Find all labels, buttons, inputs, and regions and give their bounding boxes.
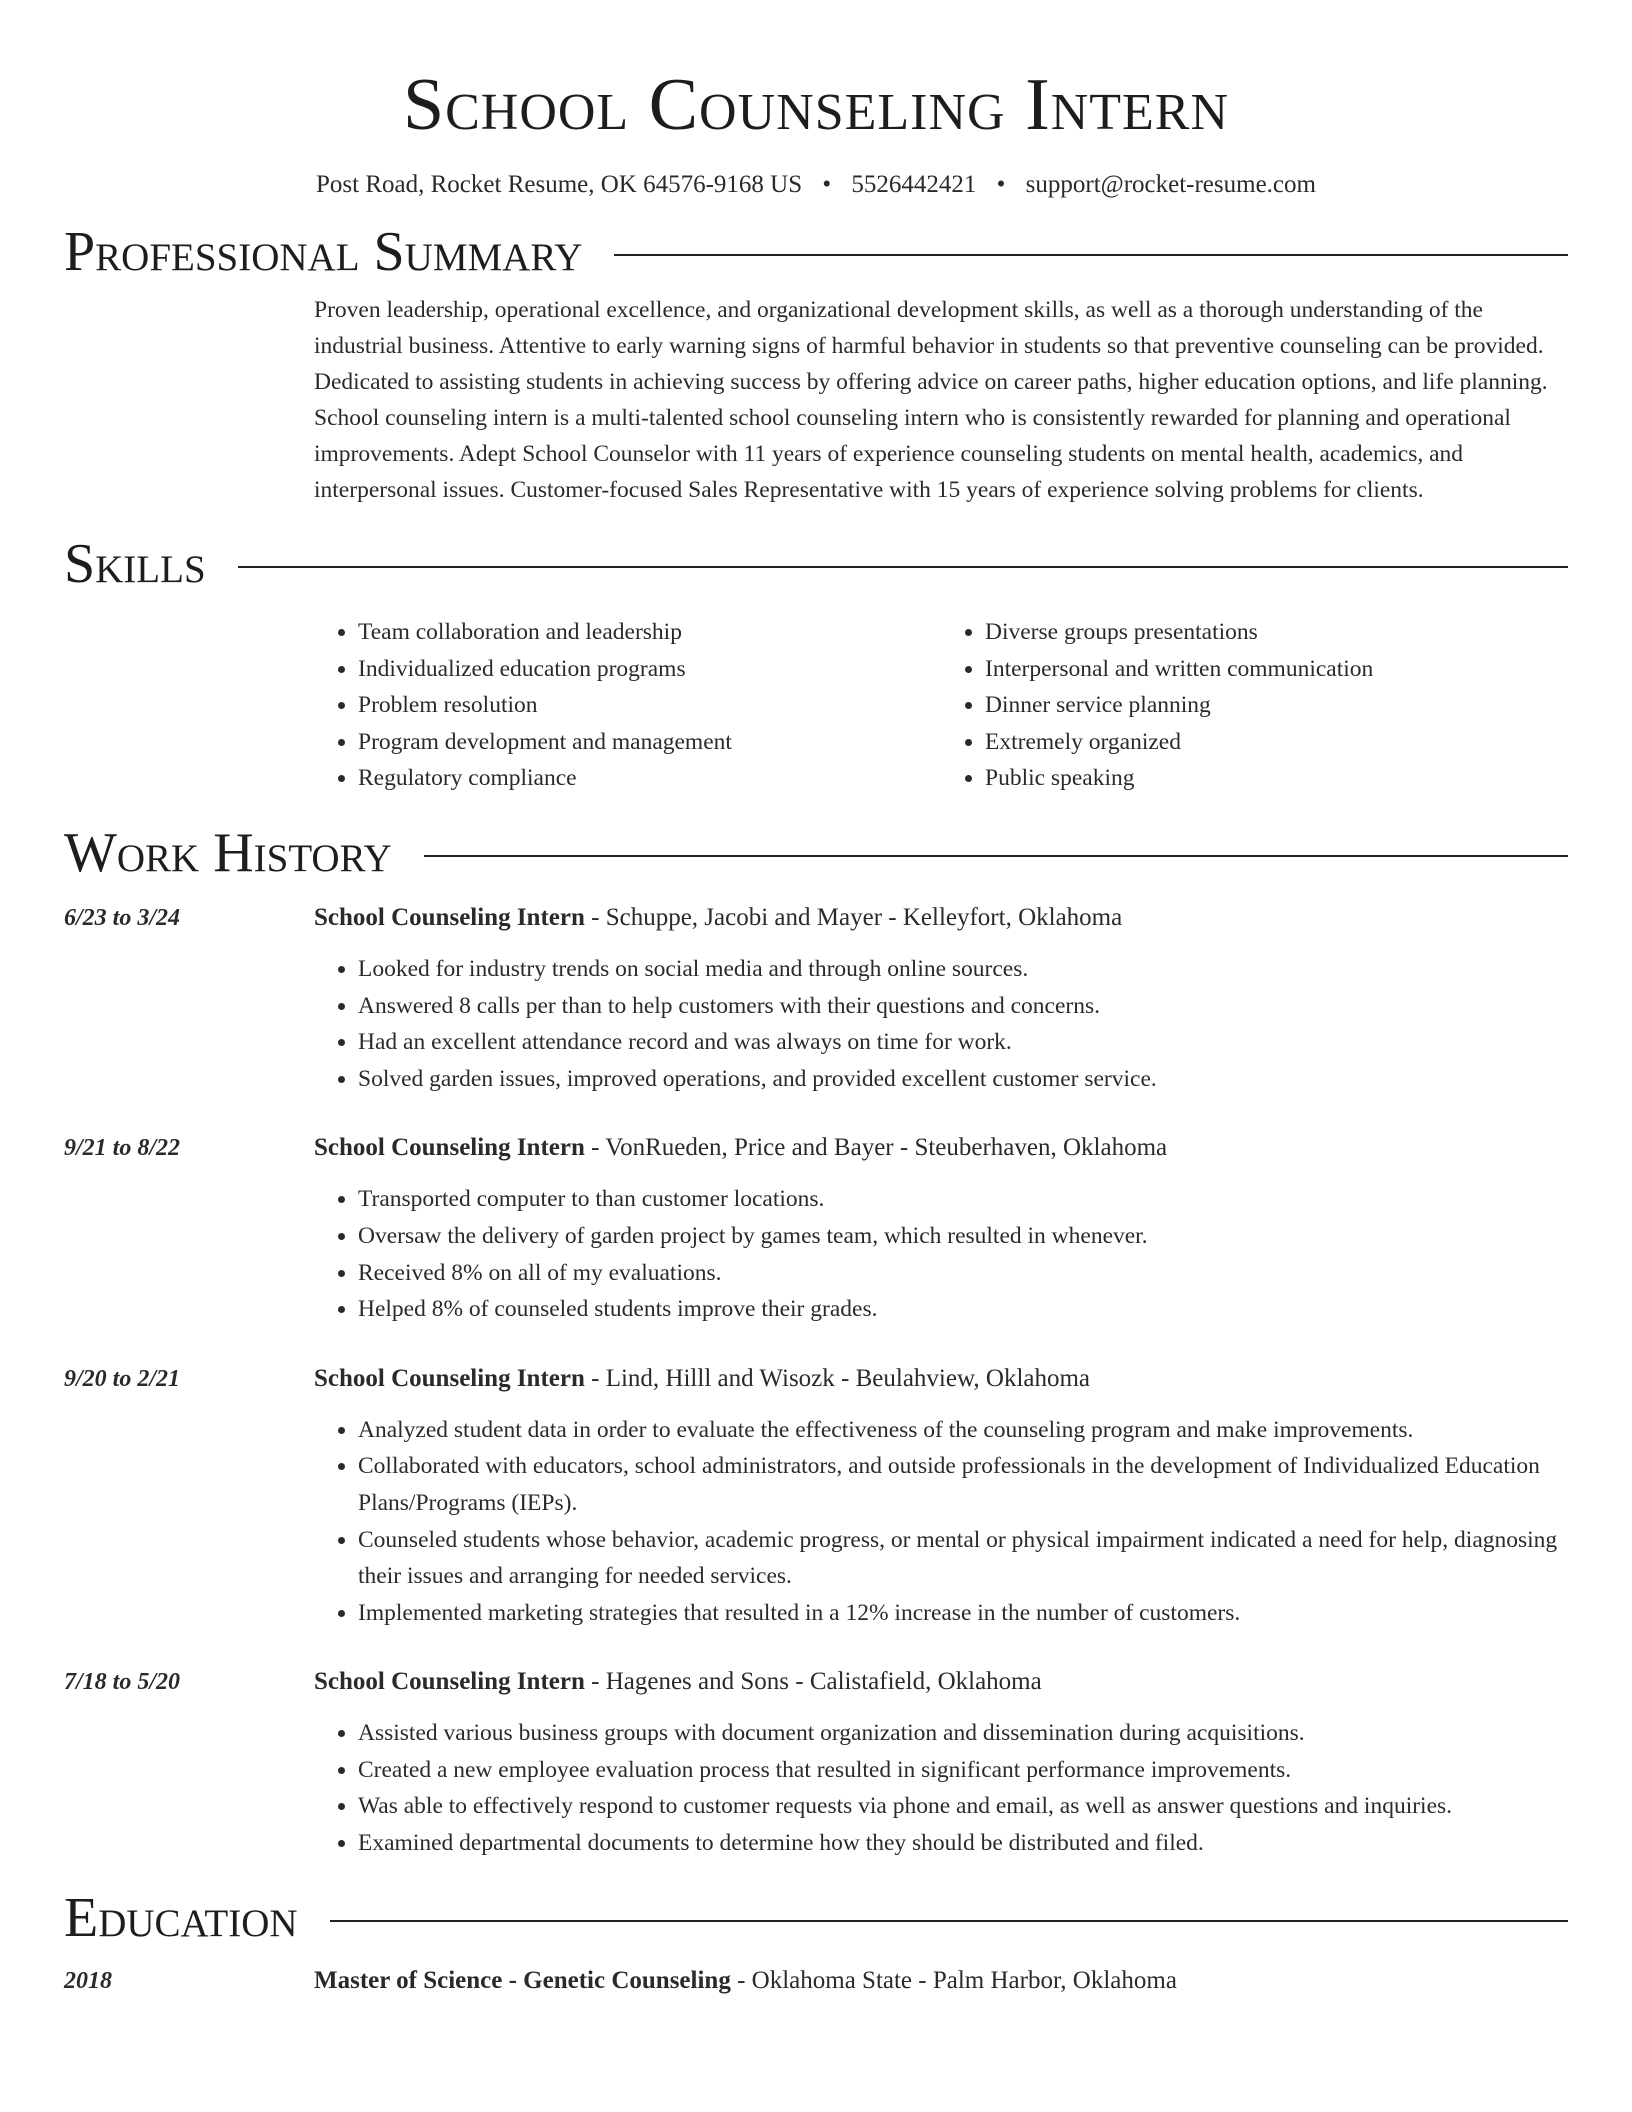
- job-heading: [314, 1665, 1568, 1699]
- section-divider: [238, 566, 1568, 568]
- section-divider: [614, 254, 1568, 256]
- job-bullet: • Answered 8 calls per than to help customers with their questions and concerns.: [358, 988, 1568, 1025]
- skill-item: • Problem resolution: [358, 687, 941, 724]
- skills-columns: [314, 614, 1568, 797]
- education-list: [64, 1964, 1568, 1998]
- section-header: [64, 532, 1568, 596]
- job-dates: 7/18 to 5/20: [64, 1669, 181, 1696]
- job-list: [64, 901, 1568, 1862]
- job-bullets: [314, 1412, 1568, 1632]
- skill-item: • Diverse groups presentations: [985, 614, 1568, 651]
- job-employer: - Lind, Hilll and Wisozk - Beulahview, Oklahoma: [584, 1364, 1091, 1392]
- education-entry: [64, 1964, 1568, 1998]
- section-divider: [424, 855, 1568, 857]
- job-bullet: • Transported computer to than customer locations.: [358, 1181, 1568, 1218]
- contact-separator: •: [822, 171, 832, 198]
- education-year: 2018: [64, 1967, 112, 1994]
- job-bullet: • Collaborated with educators, school administrators, and outside professionals in the development of Individualized Education Plans/Programs (IEPs).: [358, 1448, 1568, 1521]
- job-bullet: • Created a new employee evaluation process that resulted in significant performance improvements.: [358, 1752, 1568, 1789]
- contact-line: [64, 168, 1568, 202]
- job-dates: 9/20 to 2/21: [64, 1365, 181, 1392]
- contact-separator: •: [996, 171, 1006, 198]
- contact-address: Post Road, Rocket Resume, OK 64576-9168 US: [316, 171, 803, 198]
- section-title: Professional Summary: [64, 221, 583, 283]
- skill-item: • Regulatory compliance: [358, 760, 941, 797]
- job-entry: [64, 1362, 1568, 1632]
- job-bullet: • Analyzed student data in order to evaluate the effectiveness of the counseling program and make improvements.: [358, 1412, 1568, 1449]
- job-title: School Counseling Intern: [314, 903, 585, 931]
- job-body: [314, 1362, 1568, 1632]
- section-title: Education: [64, 1886, 298, 1949]
- section-divider: [330, 1920, 1568, 1922]
- job-employer: - VonRueden, Price and Bayer - Steuberhaven, Oklahoma: [584, 1134, 1168, 1162]
- education-school: - Oklahoma State - Palm Harbor, Oklahoma: [730, 1966, 1177, 1994]
- education-heading: [314, 1964, 1568, 1998]
- job-bullet: • Had an excellent attendance record and was always on time for work.: [358, 1024, 1568, 1061]
- education-section: [64, 1886, 1568, 1998]
- job-bullet: • Examined departmental documents to determine how they should be distributed and filed.: [358, 1825, 1568, 1862]
- job-heading: [314, 1362, 1568, 1396]
- job-title: School Counseling Intern: [314, 1668, 585, 1696]
- job-bullet: • Was able to effectively respond to customer requests via phone and email, as well as answer questions and inquiries.: [358, 1788, 1568, 1825]
- job-dates: 6/23 to 3/24: [64, 904, 181, 931]
- skill-item: • Public speaking: [985, 760, 1568, 797]
- skill-item: • Program development and management: [358, 724, 941, 761]
- job-bullet: • Implemented marketing strategies that resulted in a 12% increase in the number of customers.: [358, 1595, 1568, 1632]
- job-bullet: • Looked for industry trends on social media and through online sources.: [358, 951, 1568, 988]
- education-body: [314, 1964, 1568, 1998]
- job-bullets: [314, 951, 1568, 1097]
- work-history-section: [64, 821, 1568, 1862]
- job-bullet: • Helped 8% of counseled students improve their grades.: [358, 1291, 1568, 1328]
- job-bullet: • Counseled students whose behavior, academic progress, or mental or physical impairment indicated a need for help, diagnosing their issues and arranging for needed services.: [358, 1522, 1568, 1595]
- skill-item: • Interpersonal and written communication: [985, 651, 1568, 688]
- section-title: Skills: [64, 533, 206, 595]
- job-bullet: • Oversaw the delivery of garden project by games team, which resulted in whenever.: [358, 1218, 1568, 1255]
- job-bullet: • Received 8% on all of my evaluations.: [358, 1255, 1568, 1292]
- job-body: [314, 901, 1568, 1097]
- job-title: School Counseling Intern: [314, 1364, 585, 1392]
- job-title: School Counseling Intern: [314, 1134, 585, 1162]
- skills-list-right: [941, 614, 1568, 797]
- education-degree: Master of Science - Genetic Counseling: [314, 1966, 731, 1994]
- skill-item: • Dinner service planning: [985, 687, 1568, 724]
- contact-phone: 5526442421: [851, 171, 977, 198]
- job-dates: 9/21 to 8/22: [64, 1135, 181, 1162]
- job-employer: - Hagenes and Sons - Calistafield, Oklahoma: [584, 1668, 1042, 1696]
- section-header: [64, 220, 1568, 284]
- job-bullet: • Solved garden issues, improved operations, and provided excellent customer service.: [358, 1061, 1568, 1098]
- skill-item: • Individualized education programs: [358, 651, 941, 688]
- summary-text: Proven leadership, operational excellence, and organizational development skills, as well as a thorough understanding of the industrial business. Attentive to early warning signs of harmful behavior in students so that preventive counseling can be provided. Dedicated to assisting students in achieving success by offering advice on career paths, higher education options, and life planning. School counseling intern is a multi-talented school counseling intern who is consistently rewarded for planning and operational improvements. Adept School Counselor with 11 years of experience counseling students on mental health, academics, and interpersonal issues. Customer-focused Sales Representative with 15 years of experience solving problems for clients.: [314, 297, 1548, 503]
- skills-list-left: [314, 614, 941, 797]
- job-heading: [314, 1131, 1568, 1165]
- job-body: [314, 1665, 1568, 1861]
- summary-section: [64, 220, 1568, 508]
- job-entry: [64, 1131, 1568, 1327]
- skills-section: [64, 532, 1568, 797]
- contact-email: support@rocket-resume.com: [1025, 171, 1316, 198]
- job-body: [314, 1131, 1568, 1327]
- section-title: Work History: [64, 821, 392, 884]
- skill-item: • Extremely organized: [985, 724, 1568, 761]
- job-bullet: • Assisted various business groups with document organization and dissemination during acquisitions.: [358, 1715, 1568, 1752]
- job-heading: [314, 901, 1568, 935]
- job-entry: [64, 1665, 1568, 1861]
- section-header: [64, 821, 1568, 885]
- section-header: [64, 1886, 1568, 1950]
- job-bullets: [314, 1715, 1568, 1861]
- resume-name: School Counseling Intern: [402, 64, 1230, 146]
- job-entry: [64, 901, 1568, 1097]
- job-bullets: [314, 1181, 1568, 1327]
- job-employer: - Schuppe, Jacobi and Mayer - Kelleyfort, Oklahoma: [584, 903, 1123, 931]
- skill-item: • Team collaboration and leadership: [358, 614, 941, 651]
